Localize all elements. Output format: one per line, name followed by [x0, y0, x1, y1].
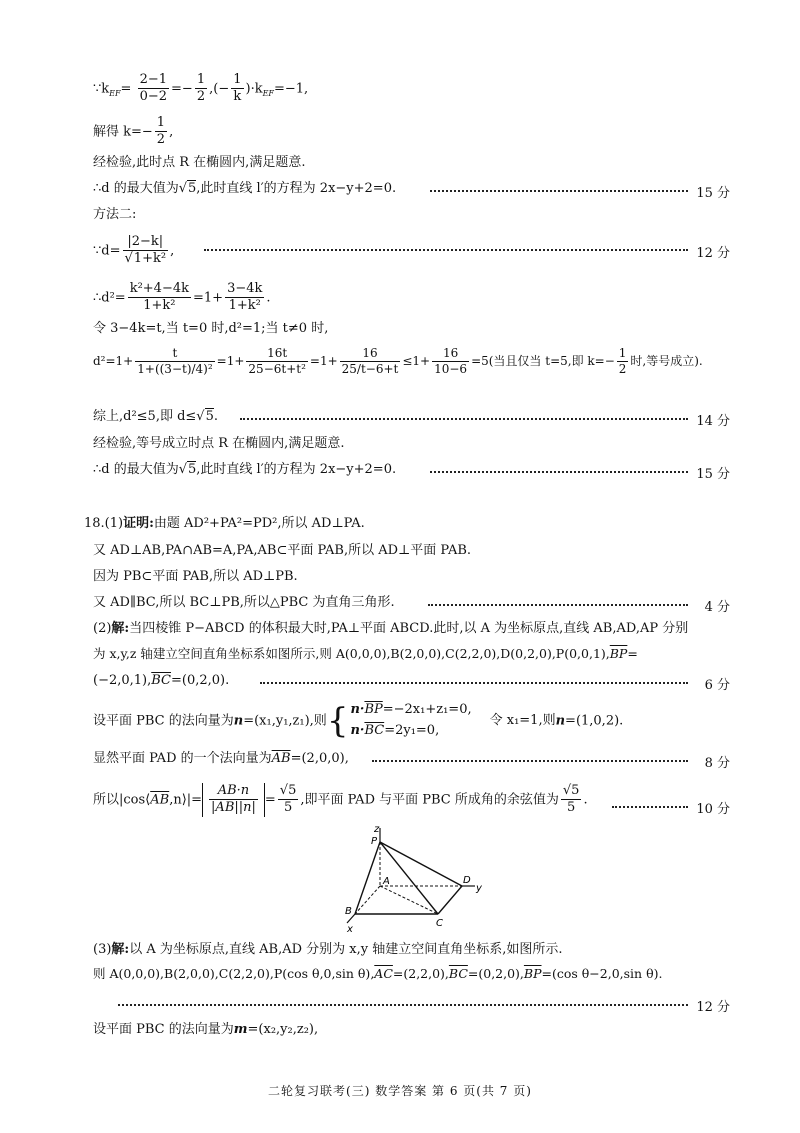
normal-vector-line: 设平面 PBC 的法向量为n=(x₁,y₁,z₁),则{ $n\cdot\overline{BP}=-2x_1+z_1=0$, $n\cdot\overline{BC}=2y_1=0$, 令 x₁=1,则n=(1,0,2).	[93, 700, 624, 741]
fraction: $\frac{16}{10-6}$	[434, 346, 468, 376]
q18-part3-line3: 设平面 PBC 的法向量为m=(x₂,y₂,z₂),	[93, 1022, 319, 1037]
verify-line: 经检验,此时点 R 在椭圆内,满足题意.	[93, 155, 306, 170]
score-8: 8 分	[704, 756, 730, 771]
q18-part1-line2: 又 AD⊥AB,PA∩AB=A,PA,AB⊂平面 PAB,所以 AD⊥平面 PAB.	[93, 543, 472, 558]
absolute-value	[202, 783, 265, 817]
verify-line-2: 经检验,等号成立时点 R 在椭圆内,满足题意.	[93, 436, 345, 451]
score-leader	[372, 760, 688, 762]
label-P: P	[371, 836, 378, 847]
fraction: $\frac{16t}{\text{25−6t+t²}}$	[248, 346, 306, 376]
fraction: $\frac{AB\cdot n}{|AB||n|}$	[211, 783, 256, 816]
equation-system: $n\cdot\overline{BP}=-2x_1+z_1=0$, $n\cdot\overline{BC}=2y_1=0$,	[350, 702, 472, 738]
score-leader	[118, 1004, 688, 1006]
eq-d-line: ∵d= $\frac{|2-k|}{\text{√1+k²}}$ ,	[93, 234, 175, 267]
score-leader	[428, 604, 688, 606]
plane-pad-line: 显然平面 PAD 的一个法向量为$\overline{AB}=(2,0,0)$,	[93, 751, 349, 766]
q18-part2-line1: (2)解:当四棱锥 P−ABCD 的体积最大时,PA⊥平面 ABCD.此时,以 A 为坐标原点,直线 AB,AD,AP 分别	[93, 621, 689, 636]
method-2-title: 方法二:	[93, 207, 137, 222]
conclusion-line: 综上,d²≤5,即 d≤√5.	[93, 409, 219, 424]
score-15-b: 15 分	[696, 467, 730, 482]
edge-PB	[355, 842, 380, 914]
fraction: $\frac{\text{k²+4−4k}}{\text{1+k²}}$	[129, 281, 189, 314]
edge-PD	[380, 842, 462, 886]
score-14: 14 分	[696, 414, 730, 429]
score-15-a: 15 分	[696, 186, 730, 201]
fraction: $\frac{3-4k}{\text{1+k²}}$	[227, 281, 263, 314]
score-leader	[430, 471, 688, 473]
score-6: 6 分	[704, 678, 730, 693]
label-A: A	[383, 876, 390, 887]
score-leader	[240, 418, 688, 420]
q18-part3-line1: (3)解:以 A 为坐标原点,直线 AB,AD 分别为 x,y 轴建立空间直角坐标系,如图所示.	[93, 942, 563, 957]
score-12-a: 12 分	[696, 246, 730, 261]
label-B: B	[345, 906, 352, 917]
q18-part1-line1: 18.(1)证明:由题 AD²+PA²=PD²,所以 AD⊥PA.	[84, 516, 365, 531]
fraction: $\frac{|2-k|}{\text{√1+k²}}$	[124, 234, 167, 267]
score-leader	[204, 249, 688, 251]
cosine-line: 所以$|\cos⟨\overline{AB},n⟩|=$ $\frac{AB\cdot n}{|AB||n|}$ = $\frac{√5}{5}$ ,即平面 PAD 与平面 PBC 所成角的余弦值为 $\frac{√5}{5}$ .	[93, 783, 588, 816]
q18-part2-line3: $(-2,0,1),\overline{BC}=(0,2,0)$.	[93, 673, 230, 688]
fraction: $\frac{1}{2}$	[196, 72, 206, 105]
q18-part3-line2: 则 A(0,0,0),B(2,0,0),C(2,2,0),P(cos θ,0,sin $\theta),\overline{AC}=(2,2,0),\overline{BC}=(0,2,0),\overline{BP}=(\cos$ θ−2,0,sin θ).	[93, 966, 663, 981]
score-leader	[612, 806, 688, 808]
label-z: z	[374, 824, 380, 835]
eq-kef-line: $\because k_{EF}=$ $\frac{2-1}{0-2}$ =− $\frac{1}{2}$ ,(− $\frac{1}{k}$ )$\cdot k_{EF}=-1$,	[93, 72, 309, 105]
eq-inequality-line: d²=1+ $\frac{t}{\text{1+((3−t)/4)²}}$ =1+ $\frac{16t}{\text{25−6t+t²}}$ =1+ $\frac{16}{25/t-6+t}$ ≤1+ $\frac{16}{10-6}$ =5(当且仅当 t=5,即 k=− $\frac{1}{2}$ 时,等号成立).	[93, 346, 703, 376]
eq-d2-line: ∴d²= $\frac{\text{k²+4−4k}}{\text{1+k²}}$ =1+ $\frac{3-4k}{\text{1+k²}}$ .	[93, 281, 271, 314]
fraction: $\frac{t}{\text{1+((3−t)/4)²}}$	[137, 346, 213, 376]
fraction: $\frac{√5}{5}$	[562, 783, 580, 816]
q18-part1-line3: 因为 PB⊂平面 PAB,所以 AD⊥PB.	[93, 569, 298, 584]
label-C: C	[436, 918, 443, 929]
q18-part1-line4: 又 AD∥BC,所以 BC⊥PB,所以△PBC 为直角三角形.	[93, 595, 395, 610]
edge-AB	[355, 886, 380, 914]
score-12-b: 12 分	[696, 1000, 730, 1015]
label-x: x	[347, 924, 353, 934]
score-4: 4 分	[704, 600, 730, 615]
substitution-line: 令 3−4k=t,当 t=0 时,d²=1;当 t≠0 时,	[93, 321, 329, 336]
max-d-line-2: ∴d 的最大值为√5,此时直线 l′的方程为 2x−y+2=0.	[93, 462, 397, 477]
fraction: $\frac{2-1}{0-2}$	[139, 72, 168, 105]
page-footer: 二轮复习联考(三) 数学答案 第 6 页(共 7 页)	[268, 1084, 532, 1098]
score-leader	[260, 682, 688, 684]
solve-k-line: 解得 k=− $\frac{1}{2}$ ,	[93, 115, 174, 148]
label-y: y	[476, 883, 482, 894]
edge-CD	[438, 886, 462, 914]
edge-AC	[380, 886, 438, 914]
max-d-line-1: ∴d 的最大值为√5,此时直线 l′的方程为 2x−y+2=0.	[93, 181, 397, 196]
fraction: $\frac{16}{25/t-6+t}$	[341, 346, 399, 376]
brace: {	[326, 700, 349, 741]
pyramid-figure	[335, 822, 495, 934]
score-leader	[430, 190, 688, 192]
fraction: $\frac{1}{k}$	[233, 72, 242, 105]
q18-part2-line2: 为 x,y,z 轴建立空间直角坐标系如图所示,则 $A(0,0,0),B(2,0,0),C(2,2,0),D(0,2,0),P(0,0,1),\overline{BP}=$	[93, 646, 638, 661]
fraction: $\frac{1}{2}$	[156, 115, 166, 148]
score-10: 10 分	[696, 802, 730, 817]
label-D: D	[463, 875, 471, 886]
fraction: $\frac{√5}{5}$	[279, 783, 297, 816]
fraction: $\frac{1}{2}$	[618, 346, 627, 376]
